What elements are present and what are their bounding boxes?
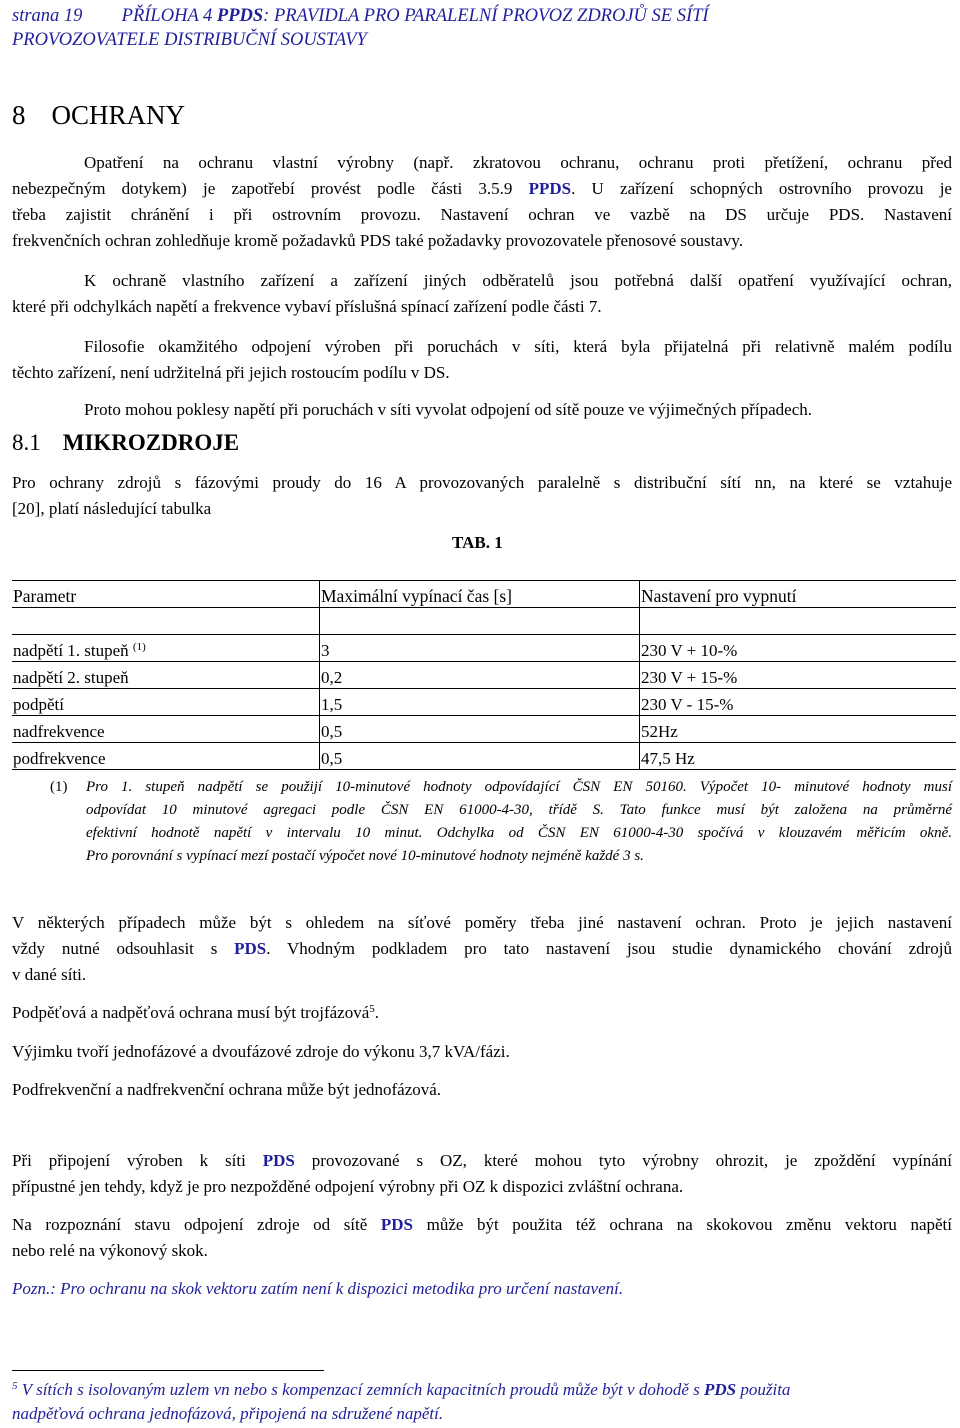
page-number: strana 19: [12, 6, 83, 26]
paragraph-line: vždy nutné odsouhlasit s PDS. Vhodným podkladem pro tato nastavení jsou studie dynamického chování zdrojů: [12, 939, 952, 958]
table-note-marker: (1): [50, 779, 68, 795]
paragraph-line: nebezpečným dotykem) je zapotřebí provést podle části 3.5.9 PPDS. U zařízení schopných ostrovního provozu je: [12, 179, 952, 198]
table-row: [12, 662, 956, 689]
paragraph-line: nebo relé na výkonový skok.: [12, 1241, 208, 1260]
paragraph-line: těchto zařízení, není udržitelná při jejich rostoucím podílu v DS.: [12, 363, 450, 382]
table-row: [12, 743, 956, 770]
table-cell: nadfrekvence: [12, 716, 320, 743]
table-spacer-row: [12, 608, 956, 635]
table-note-line: Pro porovnání s vypínací mezí postačí výpočet nové 10-minutové hodnoty nejméně každé 3 s.: [86, 848, 644, 864]
table-header-cell: Nastavení pro vypnutí: [640, 581, 957, 608]
table-header-cell: Maximální vypínací čas [s]: [320, 581, 640, 608]
remark-line: Pozn.: Pro ochranu na skok vektoru zatím není k dispozici metodika pro určení nastavení.: [12, 1279, 624, 1298]
page-header: [12, 4, 952, 52]
table-note-line: Pro 1. stupeň nadpětí se použijí 10-minutové hodnoty odpovídající ČSN EN 50160. Výpočet 10- minutové hodnoty musí: [86, 779, 952, 795]
table-cell: 0,2: [320, 662, 640, 689]
table-cell: 47,5 Hz: [640, 743, 957, 770]
footnote: $^5$ V sítích s isolovaným uzlem vn nebo s kompenzací zemních kapacitních proudů může být v dohodě s PDS použita nadpěťová ochrana jednofázová, připojená na sdružené napětí.: [12, 1380, 791, 1423]
header-title-line2: PROVOZOVATELE DISTRIBUČNÍ SOUSTAVY: [12, 30, 367, 50]
table-row: [12, 689, 956, 716]
paragraph-line: Podpěťová a nadpěťová ochrana musí být trojfázová$^5$.: [12, 1003, 379, 1022]
table-cell: nadpětí 1. stupeň $^{(1)}$: [12, 635, 320, 662]
paragraph-line: v dané síti.: [12, 965, 87, 984]
paragraph-line: které při odchylkách napětí a frekvence vybaví příslušná spínací zařízení podle části 7.: [12, 297, 602, 316]
paragraph-line: Opatření na ochranu vlastní výrobny (např. zkratovou ochranu, ochranu proti přetížení, ochranu před: [84, 153, 952, 172]
paragraph-line: Filosofie okamžitého odpojení výroben při poruchách v síti, která byla přijatelná při relativně malém podílu: [84, 337, 952, 356]
table-note-line: efektivní hodnotě napětí v intervalu 10 minut. Odchylka od ČSN EN 61000-4-30 spočívá v klouzavém měřicím okně.: [86, 825, 952, 841]
table-caption: TAB. 1: [452, 533, 503, 552]
paragraph-line: K ochraně vlastního zařízení a zařízení jiných odběratelů jsou potřebná další opatření využívající ochran,: [84, 271, 952, 290]
table-row: [12, 635, 956, 662]
paragraph-line: V některých případech může být s ohledem na síťové poměry třeba jiné nastavení ochran. Proto je jejich nastavení: [12, 913, 952, 932]
paragraph-line: Podfrekvenční a nadfrekvenční ochrana může být jednofázová.: [12, 1080, 442, 1099]
paragraph-line: Při připojení výroben k síti PDS provozované s OZ, které mohou tyto výrobny ohrozit, je zpoždění vypínání: [12, 1151, 952, 1170]
paragraph-line: třeba zajistit chránění i při ostrovním provozu. Nastavení ochran ve vazbě na DS určuje PDS. Nastavení: [12, 205, 952, 224]
table-header-row: [12, 581, 956, 608]
table-cell: podfrekvence: [12, 743, 320, 770]
table-cell: podpětí: [12, 689, 320, 716]
paragraph-line: Výjimku tvoří jednofázové a dvoufázové zdroje do výkonu 3,7 kVA/fázi.: [12, 1042, 510, 1061]
table-row: [12, 716, 956, 743]
protection-settings-table: [12, 580, 956, 770]
table-cell: 230 V + 10-%: [640, 635, 957, 662]
footnote-separator: [12, 1370, 324, 1371]
subsection-heading: 8.1 MIKROZDROJE: [12, 430, 240, 455]
table-cell: 1,5: [320, 689, 640, 716]
table-cell: 3: [320, 635, 640, 662]
header-title: PŘÍLOHA 4 PPDS: PRAVIDLA PRO PARALELNÍ PROVOZ ZDROJŮ SE SÍTÍ: [121, 6, 709, 26]
section-heading: 8 OCHRANY: [12, 100, 186, 130]
table-note-line: odpovídat 10 minutové agregaci podle ČSN EN 61000-4-30, třídě S. Tato funkce musí být založena na průměrné: [86, 802, 952, 818]
paragraph-line: frekvenčních ochran zohledňuje kromě požadavků PDS také požadavky provozovatele přenosové soustavy.: [12, 231, 744, 250]
table-cell: 52Hz: [640, 716, 957, 743]
table-cell: 0,5: [320, 743, 640, 770]
paragraph-line: přípustné jen tehdy, když je pro nezpožděné odpojení výrobny při OZ k dispozici zvláštní ochrana.: [12, 1177, 684, 1196]
table-cell: nadpětí 2. stupeň: [12, 662, 320, 689]
paragraph-line: [20], platí následující tabulka: [12, 499, 212, 518]
table-header-cell: Parametr: [12, 581, 320, 608]
table-cell: 0,5: [320, 716, 640, 743]
table-cell: 230 V + 15-%: [640, 662, 957, 689]
table-cell: 230 V - 15-%: [640, 689, 957, 716]
paragraph-line: Proto mohou poklesy napětí při poruchách v síti vyvolat odpojení od sítě pouze ve výjimečných případech.: [84, 400, 813, 419]
paragraph-line: Pro ochrany zdrojů s fázovými proudy do 16 A provozovaných paralelně s distribuční sítí nn, na které se vztahuje: [12, 473, 952, 492]
paragraph-line: Na rozpoznání stavu odpojení zdroje od sítě PDS může být použita též ochrana na skokovou změnu vektoru napětí: [12, 1215, 952, 1234]
